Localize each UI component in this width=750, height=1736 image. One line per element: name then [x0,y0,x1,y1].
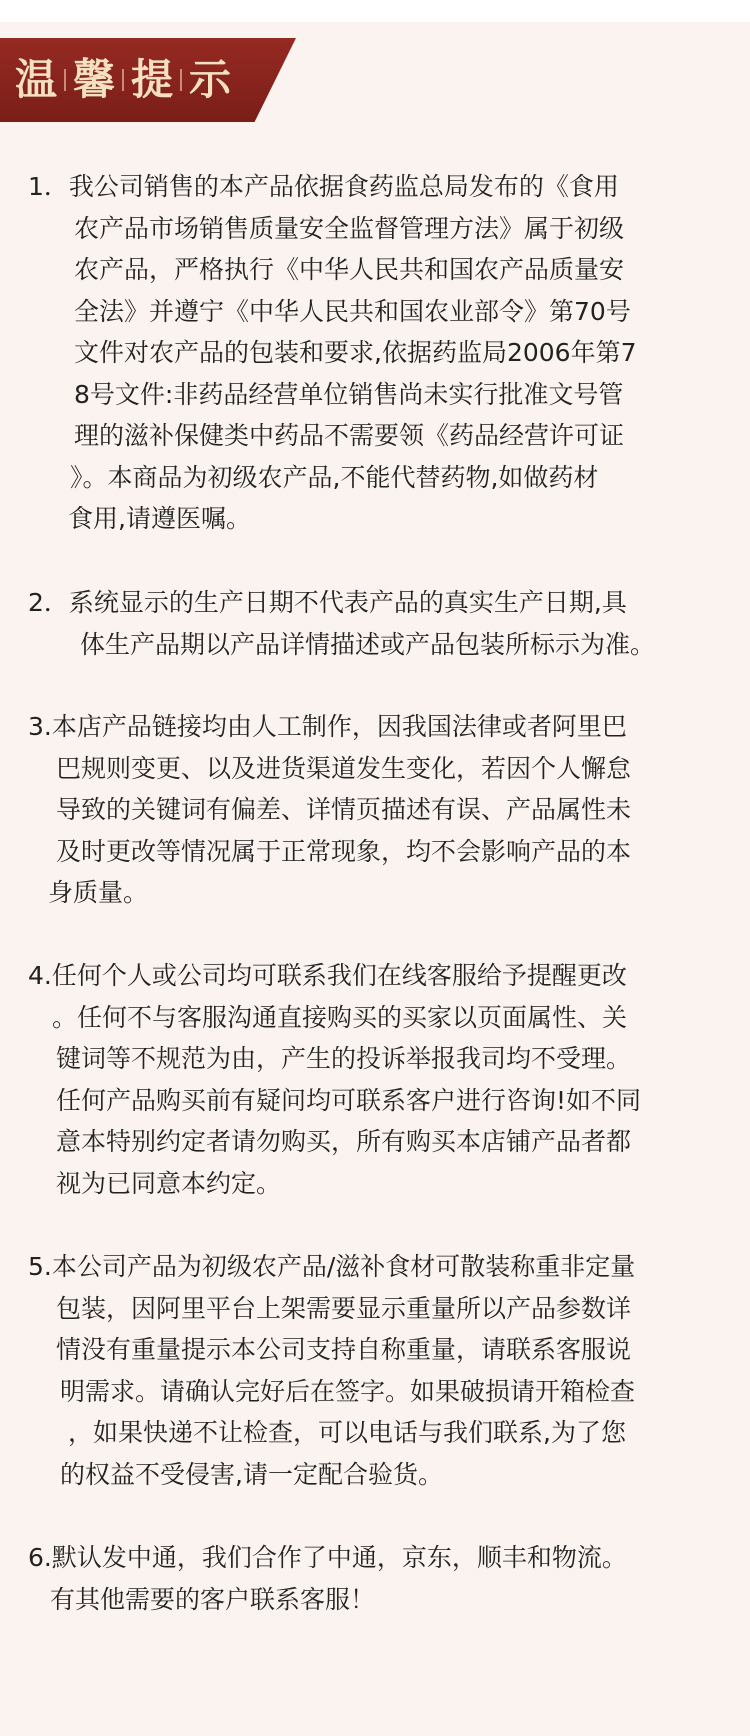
notice-line: ，如果快递不让检查，可以电话与我们联系,为了您 [68,1418,626,1447]
notice-line: 巴规则变更、以及进货渠道发生变化，若因个人懈怠 [56,753,632,783]
notice-line: 包装，因阿里平台上架需要显示重量所以产品参数详 [56,1293,632,1323]
notice-line: 》。本商品为初级农产品,不能代替药物,如做药材 [70,462,599,492]
notice-item-3 [0,706,631,914]
notice-line: 5.本公司产品为初级农产品/滋补食材可散装称重非定量 [28,1252,636,1281]
notice-line: 情没有重量提示本公司支持自称重量，请联系客服说 [56,1335,632,1364]
notice-title-char: 温 [14,55,57,104]
notice-line: 任何产品购买前有疑问均可联系客户进行咨询!如不同 [56,1085,642,1115]
notice-line: 有其他需要的客户联系客服！ [50,1584,376,1614]
title-separator [64,69,66,91]
notice-item-6 [0,1537,627,1620]
notice-item-5 [0,1246,635,1495]
notice-line: 。任何不与客服沟通直接购买的买家以页面属性、关 [52,1002,628,1032]
notice-item-2 [0,582,655,665]
notice-title [14,52,232,108]
notice-line: 身质量。 [48,878,149,907]
notice-item-4 [0,955,641,1204]
notice-item-1 [0,166,636,540]
notice-line: 农产品市场销售质量安全监督管理方法》属于初级 [74,213,625,243]
notice-line: 全法》并遵宁《中华人民共和国农业部令》第70号 [74,296,631,326]
notice-line: 导致的关键词有偏差、详情页描述有误、产品属性未 [56,795,632,824]
notice-line: 农产品，严格执行《中华人民共和国农产品质量安 [74,255,625,284]
notice-title-char: 示 [188,55,231,104]
notice-line: 视为已同意本约定。 [56,1168,282,1198]
title-separator [122,69,124,91]
title-separator [180,69,182,91]
notice-line: 文件对农产品的包装和要求,依据药监局2006年第7 [74,338,637,367]
notice-line: 及时更改等情况属于正常现象，均不会影响产品的本 [56,836,632,866]
notice-line: 明需求。请确认完好后在签字。如果破损请开箱检查 [60,1376,636,1406]
notice-line: 1．我公司销售的本产品依据食药监总局发布的《食用 [28,172,619,201]
notice-line: 食用,请遵医嘱。 [68,504,251,533]
notice-line: 理的滋补保健类中药品不需要领《药品经营许可证 [74,421,625,450]
notice-line: 体生产品期以产品详情描述或产品包装所标示为准。 [80,629,656,659]
notice-line: 8号文件:非药品经营单位销售尚未实行批准文号管 [74,379,624,409]
notice-line: 意本特别约定者请勿购买，所有购买本店铺产品者都 [56,1127,632,1156]
notice-line: 6.默认发中通，我们合作了中通，京东，顺丰和物流。 [28,1543,627,1572]
notice-line: 键词等不规范为由，产生的投诉举报我司均不受理。 [56,1044,632,1073]
notice-line: 4.任何个人或公司均可联系我们在线客服给予提醒更改 [28,961,627,990]
notice-line: 2．系统显示的生产日期不代表产品的真实生产日期,具 [28,588,627,617]
notice-title-char: 馨 [72,55,115,104]
notice-line: 3.本店产品链接均由人工制作，因我国法律或者阿里巴 [28,712,627,741]
notice-line: 的权益不受侵害,请一定配合验货。 [60,1459,443,1489]
notice-title-char: 提 [130,55,173,104]
